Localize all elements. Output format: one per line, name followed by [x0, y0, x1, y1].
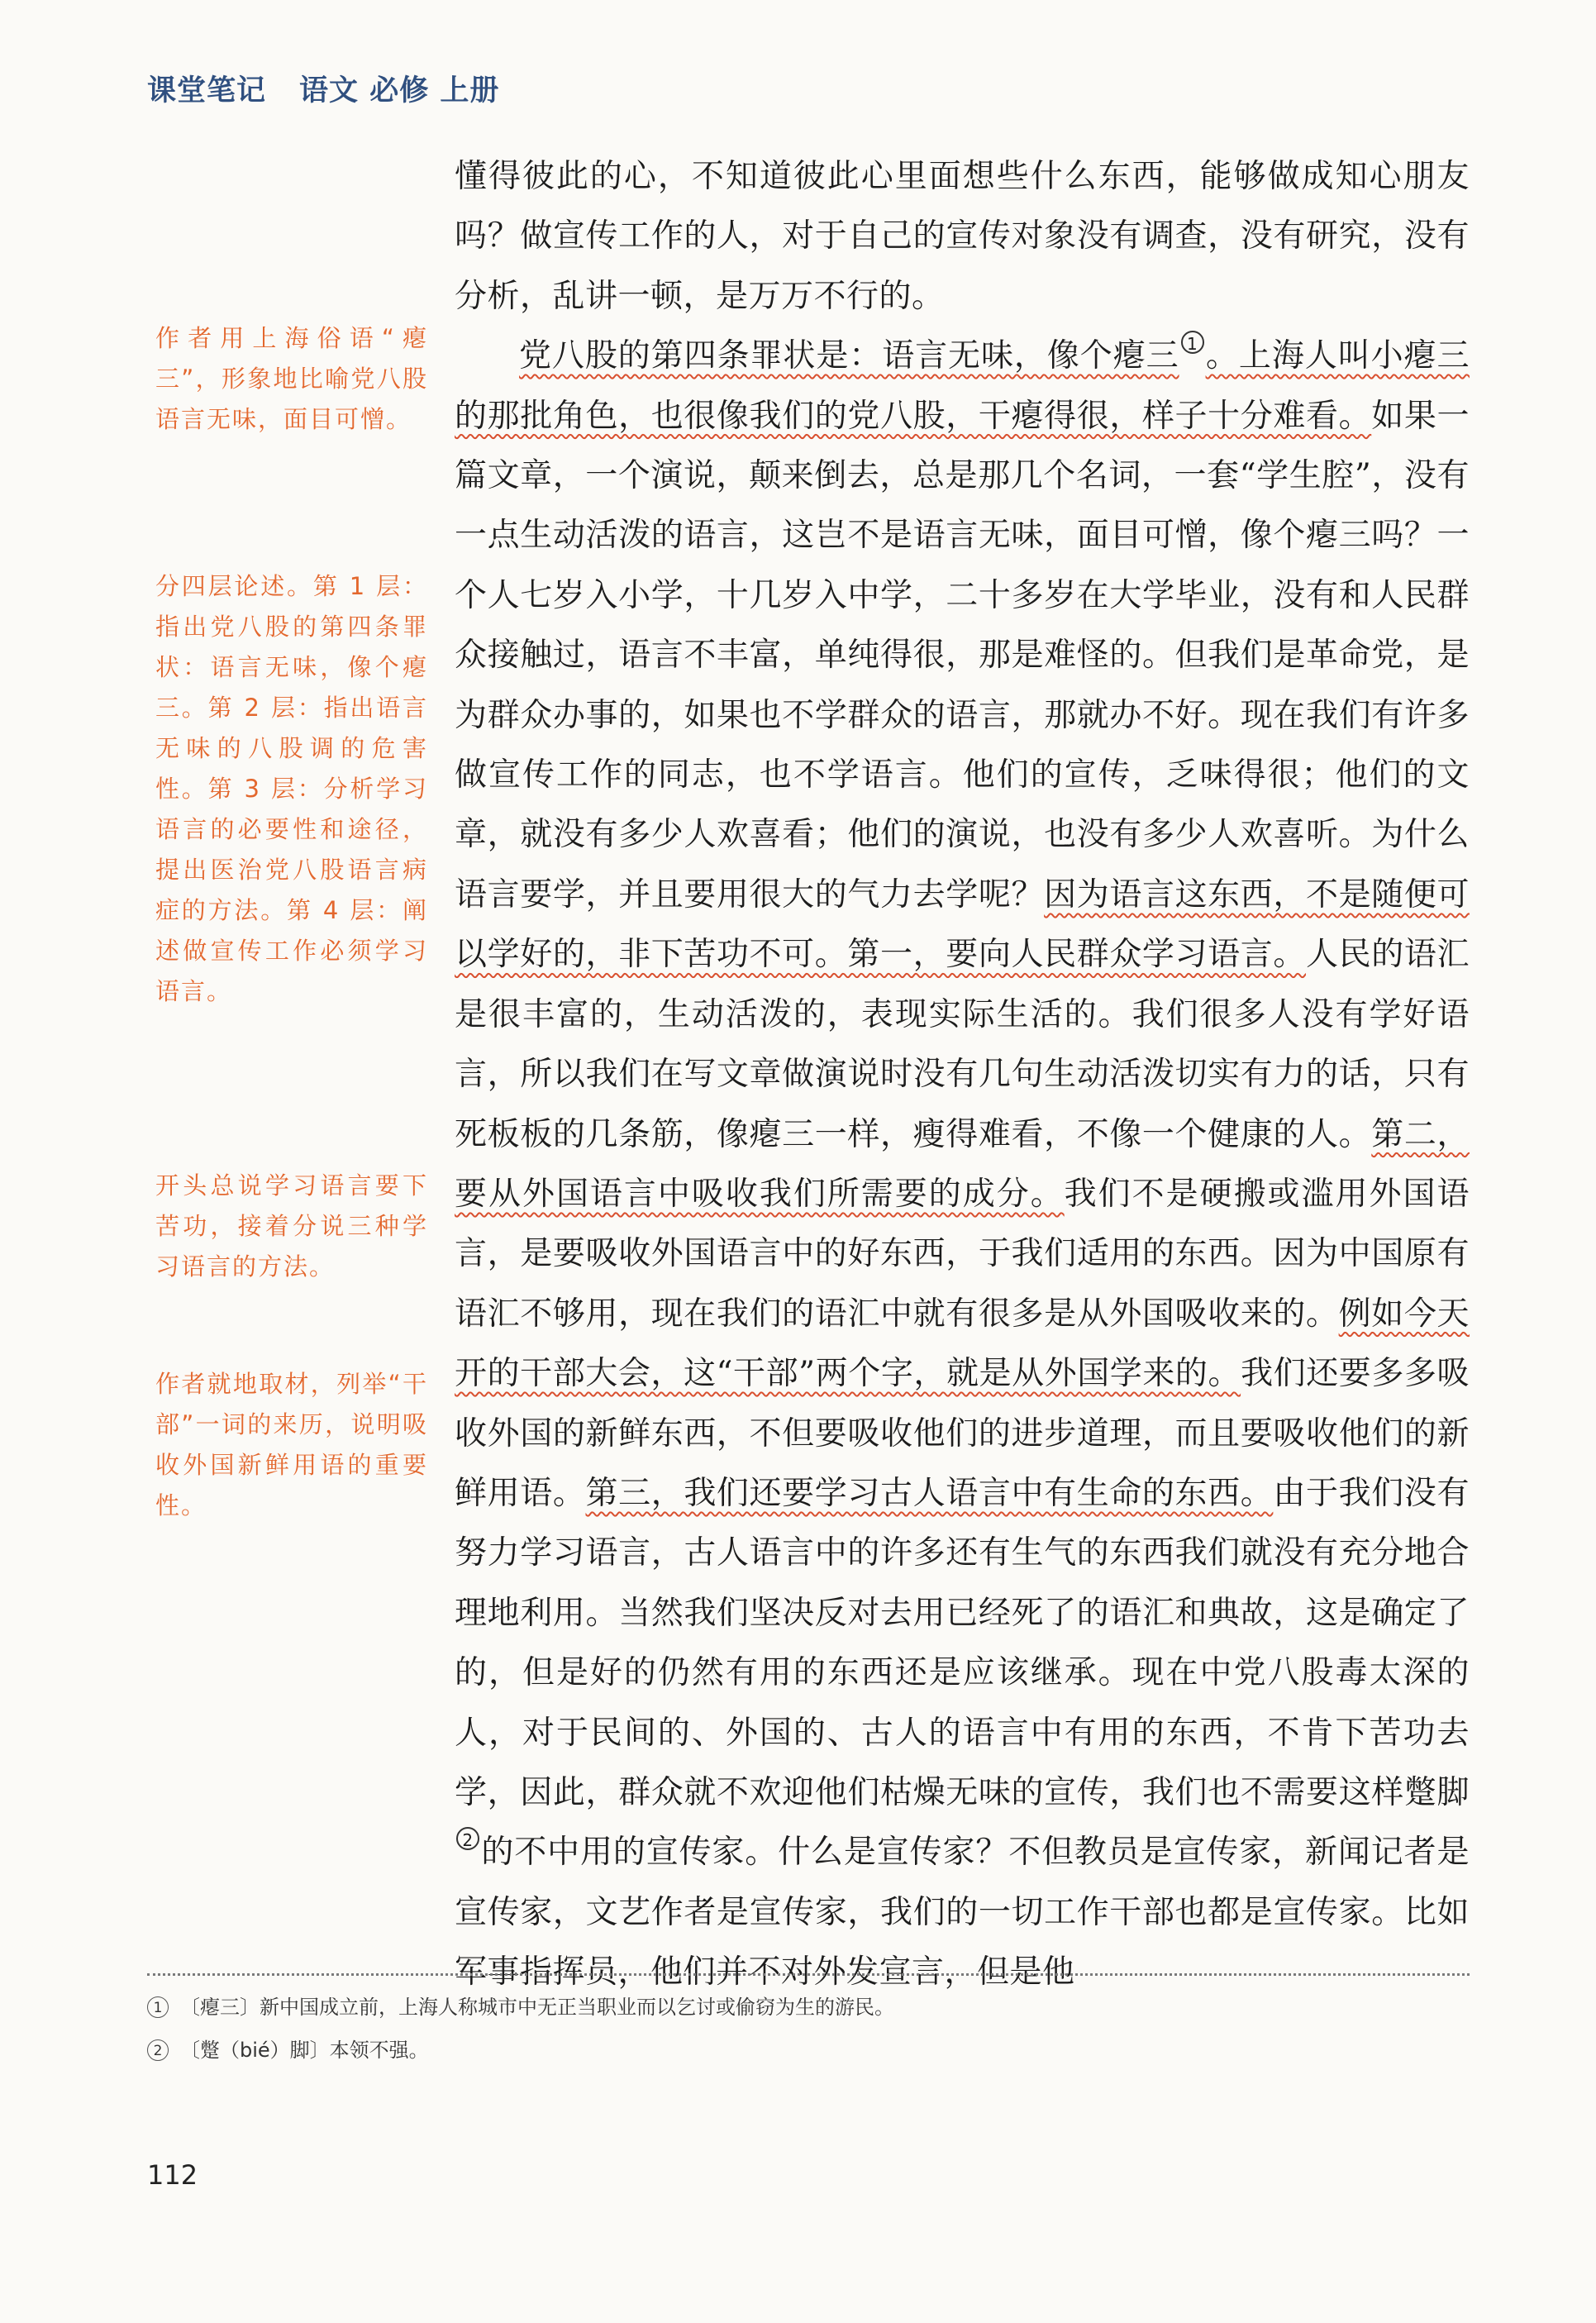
margin-note: 作者用上海俗语“瘪三”，形象地比喻党八股语言无味，面目可憎。 [155, 324, 428, 433]
footnote-number: 2 [147, 2039, 169, 2061]
text-run: 人民的语汇是很丰富的，生动活泼的，表现实际生活的。我们很多人没有学好语言，所以我们在写文章做演说时没有几句生动活泼切实有力的话，只有死板板的几条筋，像瘪三一样，瘦得难看，不像一个健康的人。 [455, 936, 1470, 1153]
text-run: 我们还要多多吸收外国的新鲜东西，不但要吸收他们的进步道理，而且要吸收他们的新鲜用语。 [455, 1355, 1470, 1512]
underlined-sentence: 党八股的第四条罪状是：语言无味，像个瘪三 [519, 337, 1179, 375]
text-run: 我们不是硬搬或滥用外国语言，是要吸收外国语言中的好东西，于我们适用的东西。因为中国原有语汇不够用，现在我们的语汇中就有很多是从外国吸收来的。 [455, 1175, 1470, 1333]
footnote-marker[interactable]: 1 [1181, 331, 1204, 354]
underlined-sentence: 例如今天开的干部大会，这“干部”两个字，就是从外国学来的。 [455, 1295, 1470, 1393]
footnote [147, 1986, 1470, 2029]
page-number: 112 [147, 2159, 198, 2191]
footnote-divider [147, 1973, 1470, 1976]
underlined-sentence: 第二，要从外国语言中吸收我们所需要的成分。 [455, 1115, 1470, 1213]
body-text [455, 147, 1470, 2003]
underlined-sentence: 第三，我们还要学习古人语言中有生命的东西。 [585, 1474, 1274, 1512]
footnotes [147, 1986, 1470, 2072]
running-header [147, 68, 532, 109]
margin-note: 分四层论述。第 1 层：指出党八股的第四条罪状：语言无味，像个瘪三。第 2 层：指出语言无味的八股调的危害性。第 3 层：分析学习语言的必要性和途径，提出医治党八股语言病症的方法。第 4 层：阐述做宣传工作必须学习语言。 [155, 572, 428, 1005]
text-run: 的不中用的宣传家。什么是宣传家？不但教员是宣传家，新闻记者是宣传家，文艺作者是宣传家，我们的一切工作干部也都是宣传家。比如军事指挥员，他们并不对外发宣言，但是他 [455, 1834, 1470, 1991]
text-run: 如果一篇文章，一个演说，颠来倒去，总是那几个名词，一套“学生腔”，没有一点生动活泼的语言，这岂不是语言无味，面目可憎，像个瘪三吗？一个人七岁入小学，十几岁入中学，二十多岁在大学毕业，没有和人民群众接触过，语言不丰富，单纯得很，那是难怪的。但我们是革命党，是为群众办事的，如果也不学群众的语言，那就办不好。现在我们有许多做宣传工作的同志，也不学语言。他们的宣传，乏味得很；他们的文章，就没有多少人欢喜看；他们的演说，也没有多少人欢喜听。为什么语言要学，并且要用很大的气力去学呢？ [455, 397, 1470, 913]
footnote-marker[interactable]: 2 [456, 1827, 479, 1850]
book-subject: 语文 必修 上册 [299, 74, 500, 107]
footnote-number: 1 [147, 1996, 169, 2018]
margin-note: 作者就地取材，列举“干部”一词的来历，说明吸收外国新鲜用语的重要性。 [155, 1370, 428, 1519]
underlined-sentence: 。上海人叫小瘪三的那批角色，也很像我们的党八股，干瘪得很，样子十分难看。 [455, 337, 1470, 435]
book-series: 课堂笔记 [147, 74, 267, 107]
footnote [147, 2029, 1470, 2072]
footnote-text: 〔蹩（bié）脚〕本领不强。 [180, 2039, 429, 2062]
margin-note: 开头总说学习语言要下苦功，接着分说三种学习语言的方法。 [155, 1171, 428, 1281]
paragraph [455, 327, 1470, 2002]
footnote-text: 〔瘪三〕新中国成立前，上海人称城市中无正当职业而以乞讨或偷窃为生的游民。 [180, 1996, 894, 2019]
paragraph: 懂得彼此的心，不知道彼此心里面想些什么东西，能够做成知心朋友吗？做宣传工作的人，对于自己的宣传对象没有调查，没有研究，没有分析，乱讲一顿，是万万不行的。 [455, 158, 1470, 315]
text-run: 由于我们没有努力学习语言，古人语言中的许多还有生气的东西我们就没有充分地合理地利用。当然我们坚决反对去用已经死了的语汇和典故，这是确定了的，但是好的仍然有用的东西还是应该继承。现在中党八股毒太深的人，对于民间的、外国的、古人的语言中有用的东西，不肯下苦功去学，因此，群众就不欢迎他们枯燥无味的宣传，我们也不需要这样蹩脚 [455, 1474, 1470, 1811]
underlined-sentence: 因为语言这东西，不是随便可以学好的，非下苦功不可。第一，要向人民群众学习语言。 [455, 875, 1470, 974]
